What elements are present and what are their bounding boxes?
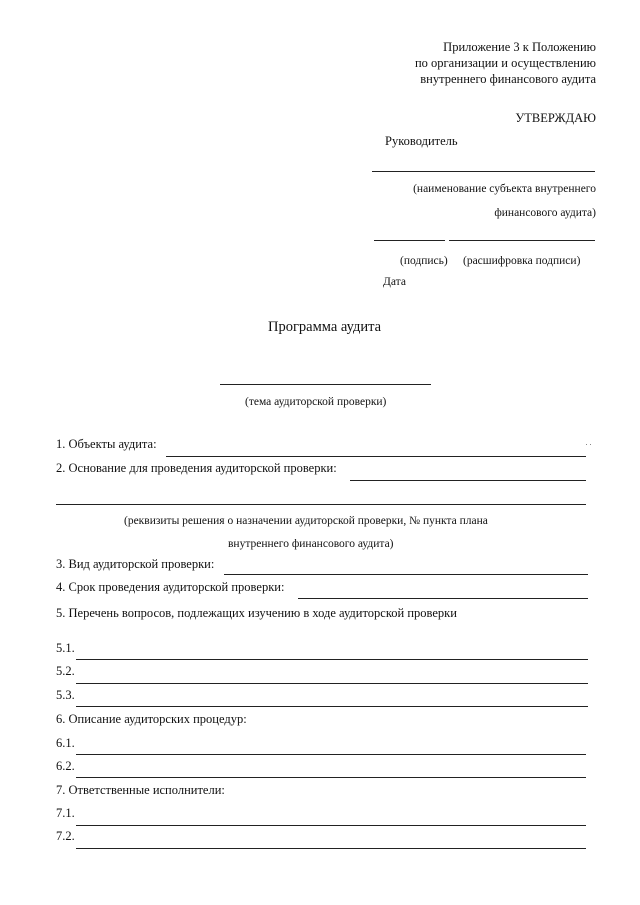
section-4-line — [298, 598, 588, 599]
section-6-1-line — [76, 754, 586, 755]
signature-decode-caption: (расшифровка подписи) — [463, 255, 581, 267]
entity-caption-1: (наименование субъекта внутреннего — [413, 183, 596, 195]
date-label: Дата — [383, 276, 406, 288]
signature-decode-line — [449, 240, 595, 241]
header-line-1: Приложение 3 к Положению — [443, 40, 596, 54]
section-5-1-label: 5.1. — [56, 641, 75, 655]
scan-speck — [586, 444, 587, 445]
section-3-label: 3. Вид аудиторской проверки: — [56, 557, 215, 571]
section-3-line — [224, 574, 588, 575]
section-2-line-full — [56, 504, 586, 505]
section-5-1-line — [76, 659, 588, 660]
signature-line — [374, 240, 445, 241]
section-2-label: 2. Основание для проведения аудиторской проверки: — [56, 461, 337, 475]
header-line-3: внутреннего финансового аудита — [420, 72, 596, 86]
section-7-2-line — [76, 848, 586, 849]
section-2-caption-1: (реквизиты решения о назначении аудиторской проверки, № пункта плана — [124, 515, 488, 527]
section-5-2-label: 5.2. — [56, 664, 75, 678]
section-1-line — [166, 456, 586, 457]
section-5-2-line — [76, 683, 588, 684]
section-6-2-label: 6.2. — [56, 759, 75, 773]
section-5-label: 5. Перечень вопросов, подлежащих изучению в ходе аудиторской проверки — [56, 606, 457, 620]
section-6-2-line — [76, 777, 586, 778]
section-6-1-label: 6.1. — [56, 736, 75, 750]
document-title: Программа аудита — [268, 319, 382, 335]
section-2-caption-2: внутреннего финансового аудита) — [228, 538, 394, 550]
scan-speck — [590, 444, 591, 445]
section-2-line — [350, 480, 586, 481]
section-6-label: 6. Описание аудиторских процедур: — [56, 712, 247, 726]
section-5-3-line — [76, 706, 588, 707]
entity-caption-2: финансового аудита) — [494, 207, 596, 219]
section-7-1-line — [76, 825, 586, 826]
signature-caption: (подпись) — [400, 255, 448, 267]
section-4-label: 4. Срок проведения аудиторской проверки: — [56, 580, 285, 594]
approve-heading: УТВЕРЖДАЮ — [515, 111, 596, 125]
section-7-label: 7. Ответственные исполнители: — [56, 783, 225, 797]
entity-name-line — [372, 171, 595, 172]
section-7-1-label: 7.1. — [56, 806, 75, 820]
topic-line — [220, 384, 431, 385]
head-label: Руководитель — [385, 134, 458, 148]
section-7-2-label: 7.2. — [56, 829, 75, 843]
topic-caption: (тема аудиторской проверки) — [245, 396, 387, 408]
section-1-label: 1. Объекты аудита: — [56, 437, 157, 451]
header-line-2: по организации и осуществлению — [414, 56, 596, 70]
section-5-3-label: 5.3. — [56, 688, 75, 702]
